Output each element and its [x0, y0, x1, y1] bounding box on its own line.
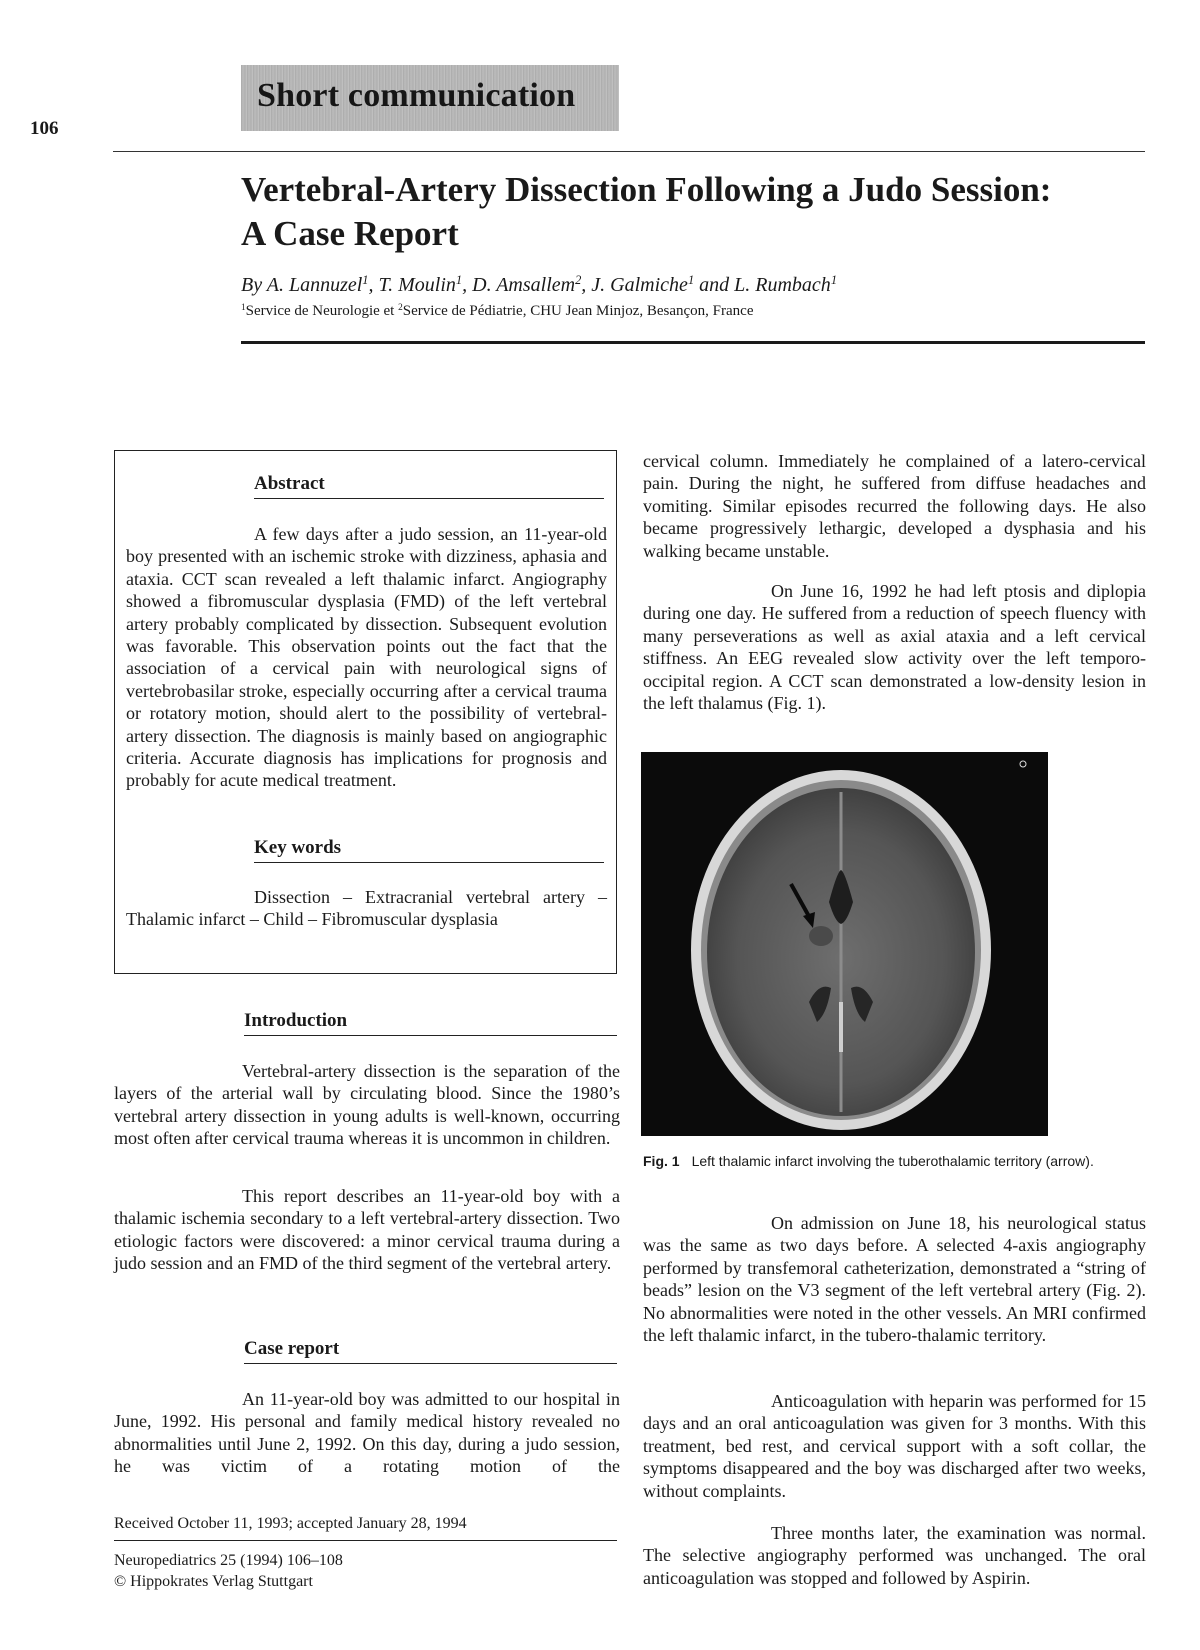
article-title: [241, 168, 1121, 256]
received-note: Received October 11, 1993; accepted January 28, 1994: [114, 1515, 467, 1532]
case-report-paragraph-5: [643, 1522, 1146, 1589]
keywords-body: Dissection – Extracranial vertebral artery – Thalamic infarct – Child – Fibromuscular dysplasia: [126, 887, 607, 930]
section-banner: [241, 65, 619, 131]
page-number: 106: [30, 118, 59, 139]
affil-2-num: 2: [398, 302, 403, 313]
title-rule: [241, 341, 1145, 344]
abstract-heading: Abstract: [254, 473, 604, 499]
author-2: T. Moulin: [378, 274, 456, 296]
author-list: By A. Lannuzel$^1$, T. Moulin$^1$, D. Amsallem$^2$, J. Galmiche$^1$ and L. Rumbach$^1$: [241, 273, 838, 296]
author-5: L. Rumbach: [734, 274, 831, 296]
case-p4-text: Anticoagulation with heparin was performed for 15 days and an oral anticoagulation was given for 3 months. With this treatment, bed rest, and cervical support with a soft collar, the symptoms disappeared and the boy was discharged after two weeks, without complaints.: [643, 1391, 1146, 1501]
case-p1-text: An 11-year-old boy was admitted to our hospital in June, 1992. His personal and family medical history revealed no abnormalities until June 2, 1992. On this day, during a judo session, he was victim of a rotating motion of the: [114, 1389, 620, 1477]
author-4-affil: 1: [687, 273, 695, 288]
affil-1-num: 1: [241, 302, 246, 313]
header-rule: [113, 151, 1145, 152]
author-2-affil: 1: [455, 273, 463, 288]
case-report-paragraph-3: [643, 1212, 1146, 1346]
author-4: J. Galmiche: [591, 274, 688, 296]
figure-1-caption: [643, 1153, 1094, 1169]
author-5-affil: 1: [830, 273, 838, 288]
keywords-text: [126, 886, 607, 931]
intro-p2-text: This report describes an 11-year-old boy with a thalamic ischemia secondary to a left vertebral-artery dissection. Two etiologic factors were discovered: a minor cervical trauma during a judo session and an FMD of the third segment of the vertebral artery.: [114, 1186, 620, 1274]
case-report-paragraph-1-continued: cervical column. Immediately he complained of a latero-cervical pain. During the night, he suffered from diffuse headaches and vomiting. Similar episodes recurred the following days. He also became progressively lethargic, developed a dysphasia and his walking became unstable.: [643, 451, 1146, 561]
keywords-heading: Key words: [254, 837, 604, 863]
case-report-paragraph-1: [114, 1388, 620, 1478]
case-report-heading: Case report: [244, 1338, 617, 1364]
abstract-text: [126, 523, 607, 792]
figure-1-ct-scan: [641, 752, 1048, 1136]
author-1: A. Lannuzel: [266, 274, 363, 296]
author-3-affil: 2: [575, 273, 582, 288]
affil-1: Service de Neurologie et: [245, 303, 399, 319]
figure-1-label: Fig. 1: [643, 1153, 680, 1169]
case-report-paragraph-4: [643, 1390, 1146, 1502]
introduction-heading: Introduction: [244, 1010, 617, 1036]
author-3: D. Amsallem: [472, 274, 576, 296]
case-report-paragraph-2: [643, 580, 1146, 714]
introduction-paragraph-1: [114, 1060, 620, 1150]
affil-2: Service de Pédiatrie, CHU Jean Minjoz, Besançon, France: [402, 303, 754, 319]
case-p3-text: On admission on June 18, his neurological status was the same as two days before. A selected 4-axis angiography performed by transfemoral catheterization, demonstrated a “string of beads” lesion on the V3 segment of the left vertebral artery (Fig. 2). No abnormalities were noted in the other vessels. An MRI confirmed the left thalamic infarct, in the tubero-thalamic territory.: [643, 1213, 1146, 1346]
abstract-box: [114, 450, 617, 974]
title-line-2: A Case Report: [241, 214, 459, 253]
intro-p1-text: Vertebral-artery dissection is the separation of the layers of the arterial wall by circulating blood. Since the 1980’s vertebral artery dissection in young adults is well-known, occurring most often after cervical trauma whereas it is uncommon in children.: [114, 1061, 620, 1149]
title-line-1: Vertebral-Artery Dissection Following a Judo Session:: [241, 170, 1052, 209]
section-label: Short communication: [257, 77, 576, 114]
author-1-affil: 1: [362, 273, 369, 288]
publisher-note: © Hippokrates Verlag Stuttgart: [114, 1573, 313, 1590]
figure-1-caption-text: Left thalamic infarct involving the tuberothalamic territory (arrow).: [691, 1153, 1094, 1169]
introduction-paragraph-2: [114, 1185, 620, 1275]
affiliations: [241, 303, 754, 320]
case-p2-text: On June 16, 1992 he had left ptosis and diplopia during one day. He suffered from a reduction of speech fluency with many perseverations as well as axial ataxia and a left cervical stiffness. An EEG revealed slow activity over the left temporo-occipital region. A CCT scan demonstrated a low-density lesion in the left thalamus (Fig. 1).: [643, 581, 1146, 714]
abstract-body: A few days after a judo session, an 11-year-old boy presented with an ischemic stroke with dizziness, aphasia and ataxia. CCT scan revealed a left thalamic infarct. Angiography showed a fibromuscular dysplasia (FMD) of the left vertebral artery probably complicated by dissection. Subsequent evolution was favorable. This observation points out the fact that the association of a cervical pain with neurological signs of vertebrobasilar stroke, especially occurring after a cervical trauma or rotatory motion, should alert to the possibility of vertebral-artery dissection. The diagnosis is mainly based on angiographic criteria. Accurate diagnosis has implications for prognosis and probably for acute medical treatment.: [126, 524, 607, 791]
ct-scan-image: [641, 752, 1048, 1136]
footer-rule: [114, 1540, 617, 1541]
case-p5-text: Three months later, the examination was normal. The selective angiography performed was unchanged. The oral anticoagulation was stopped and followed by Aspirin.: [643, 1523, 1146, 1588]
journal-citation: Neuropediatrics 25 (1994) 106–108: [114, 1552, 343, 1569]
